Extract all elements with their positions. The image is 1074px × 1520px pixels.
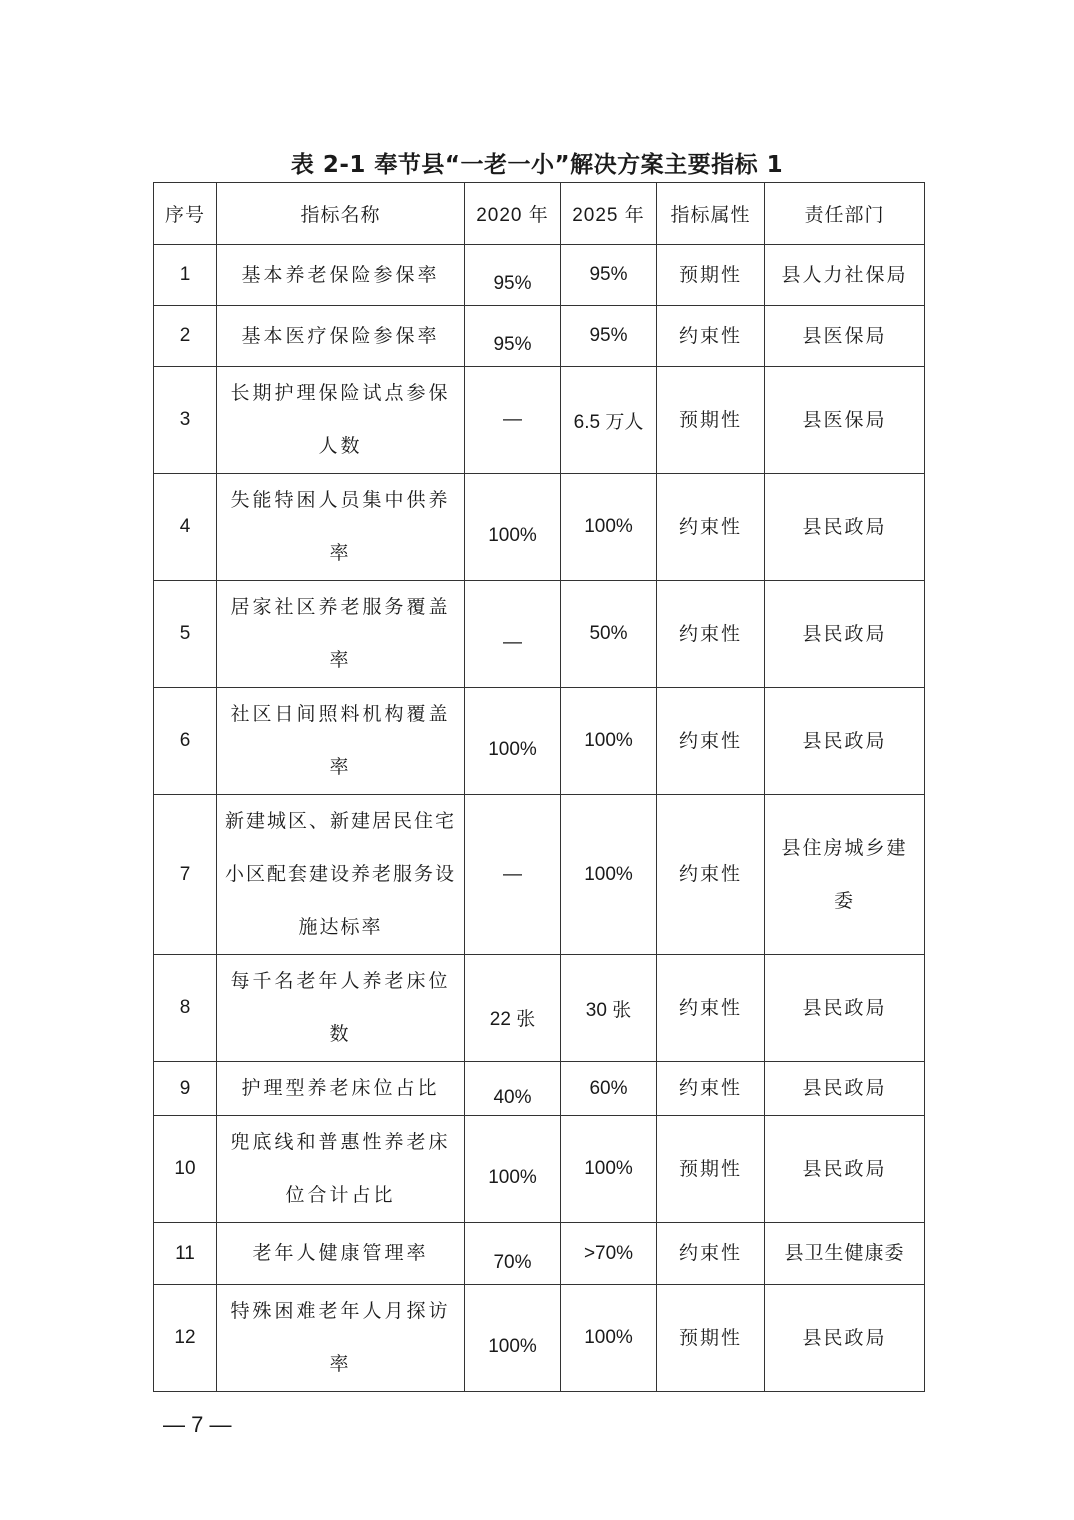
row-2025: 100% xyxy=(561,688,657,795)
row-2025: 30 张 xyxy=(561,955,657,1062)
row-2025: 95% xyxy=(561,245,657,306)
row-attribute: 约束性 xyxy=(657,955,765,1062)
header-name: 指标名称 xyxy=(217,183,465,245)
table-row xyxy=(154,581,925,688)
row-index: 12 xyxy=(154,1285,217,1392)
row-name: 特殊困难老年人月探访率 xyxy=(217,1285,465,1392)
row-name: 兜底线和普惠性养老床位合计占比 xyxy=(217,1116,465,1223)
row-2020: 40% xyxy=(493,1086,532,1108)
header-index: 序号 xyxy=(154,183,217,245)
row-2025: 60% xyxy=(561,1062,657,1116)
row-attribute: 约束性 xyxy=(657,581,765,688)
table-title: 表 2-1 奉节县“一老一小”解决方案主要指标 1 xyxy=(290,152,784,178)
row-index: 1 xyxy=(154,245,217,306)
row-name: 新建城区、新建居民住宅小区配套建设养老服务设施达标率 xyxy=(217,795,465,955)
row-index: 2 xyxy=(154,306,217,367)
table-row xyxy=(154,795,925,955)
row-name: 基本医疗保险参保率 xyxy=(217,306,465,367)
row-department: 县人力社保局 xyxy=(765,245,925,306)
row-attribute: 预期性 xyxy=(657,1285,765,1392)
table-row xyxy=(154,245,925,306)
table-row xyxy=(154,1062,925,1116)
header-2020: 2020 年 xyxy=(465,183,561,245)
row-attribute: 约束性 xyxy=(657,474,765,581)
row-name: 每千名老年人养老床位数 xyxy=(217,955,465,1062)
row-2020: 100% xyxy=(488,1336,537,1357)
row-2020: 100% xyxy=(488,1167,537,1188)
row-attribute: 约束性 xyxy=(657,306,765,367)
row-2020: 100% xyxy=(488,525,537,546)
row-department: 县医保局 xyxy=(765,306,925,367)
row-index: 5 xyxy=(154,581,217,688)
row-index: 3 xyxy=(154,367,217,474)
row-2020: 95% xyxy=(493,334,532,355)
row-department: 县医保局 xyxy=(765,367,925,474)
row-index: 8 xyxy=(154,955,217,1062)
row-index: 11 xyxy=(154,1223,217,1285)
row-name: 居家社区养老服务覆盖率 xyxy=(217,581,465,688)
row-attribute: 约束性 xyxy=(657,688,765,795)
row-department: 县民政局 xyxy=(765,1062,925,1116)
row-2020: 100% xyxy=(488,739,537,760)
row-attribute: 约束性 xyxy=(657,795,765,955)
row-2020: 95% xyxy=(493,273,532,294)
row-attribute: 预期性 xyxy=(657,1116,765,1223)
row-2025: 50% xyxy=(561,581,657,688)
table-row xyxy=(154,306,925,367)
table-header-row xyxy=(154,183,925,245)
row-name: 社区日间照料机构覆盖率 xyxy=(217,688,465,795)
row-2025: 95% xyxy=(561,306,657,367)
row-department: 县民政局 xyxy=(765,1116,925,1223)
table-row xyxy=(154,1285,925,1392)
table-row xyxy=(154,955,925,1062)
table-row xyxy=(154,474,925,581)
row-department: 县民政局 xyxy=(765,474,925,581)
row-2025: 100% xyxy=(561,474,657,581)
row-2020: 22 张 xyxy=(489,1008,536,1030)
row-attribute: 预期性 xyxy=(657,245,765,306)
row-name: 老年人健康管理率 xyxy=(217,1223,465,1285)
row-index: 9 xyxy=(154,1062,217,1116)
page-number: — 7 — xyxy=(163,1412,232,1437)
row-2025: 100% xyxy=(561,1285,657,1392)
row-index: 6 xyxy=(154,688,217,795)
indicators-table xyxy=(153,182,925,1392)
row-attribute: 约束性 xyxy=(657,1062,765,1116)
row-2020: — xyxy=(503,632,522,653)
header-2025: 2025 年 xyxy=(561,183,657,245)
table-row xyxy=(154,367,925,474)
row-name: 护理型养老床位占比 xyxy=(217,1062,465,1116)
row-index: 10 xyxy=(154,1116,217,1223)
row-2020: — xyxy=(503,409,522,430)
row-2025: 6.5 万人 xyxy=(561,367,657,474)
row-name: 失能特困人员集中供养率 xyxy=(217,474,465,581)
table-row xyxy=(154,1116,925,1223)
row-2025: 100% xyxy=(561,795,657,955)
row-2020: 70% xyxy=(493,1251,532,1273)
row-department: 县民政局 xyxy=(765,688,925,795)
row-index: 7 xyxy=(154,795,217,955)
row-name: 基本养老保险参保率 xyxy=(217,245,465,306)
row-2025: >70% xyxy=(561,1223,657,1285)
row-attribute: 预期性 xyxy=(657,367,765,474)
row-2025: 100% xyxy=(561,1116,657,1223)
header-department: 责任部门 xyxy=(765,183,925,245)
row-name: 长期护理保险试点参保人数 xyxy=(217,367,465,474)
table-row xyxy=(154,1223,925,1285)
row-department: 县民政局 xyxy=(765,1285,925,1392)
row-2020: — xyxy=(503,863,522,885)
row-department: 县卫生健康委 xyxy=(765,1223,925,1285)
row-index: 4 xyxy=(154,474,217,581)
row-department: 县民政局 xyxy=(765,581,925,688)
row-attribute: 约束性 xyxy=(657,1223,765,1285)
row-department: 县住房城乡建委 xyxy=(765,795,925,955)
table-row xyxy=(154,688,925,795)
row-department: 县民政局 xyxy=(765,955,925,1062)
header-attribute: 指标属性 xyxy=(657,183,765,245)
